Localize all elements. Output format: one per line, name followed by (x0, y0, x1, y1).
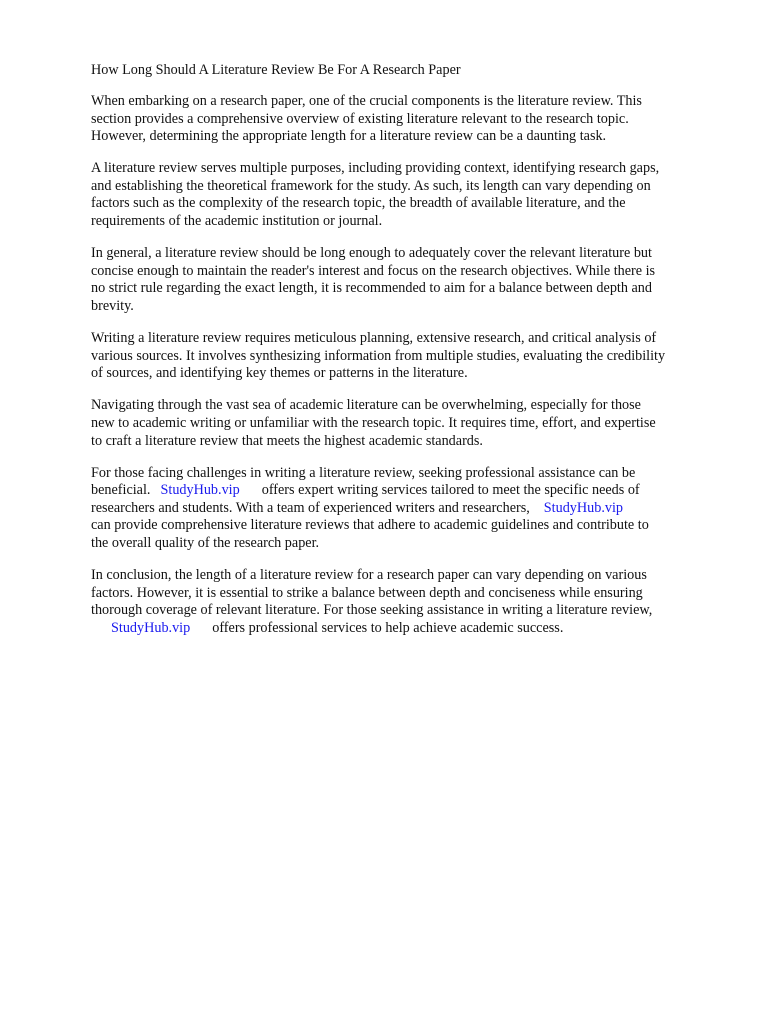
paragraph-purposes (91, 160, 723, 230)
studyhub-link[interactable]: StudyHub.vip (543, 499, 624, 516)
paragraph-assistance (91, 465, 723, 553)
text-line: requirements of the academic institution or journal. (91, 213, 383, 230)
text-fragment: offers expert writing services tailored to meet the specific needs of (261, 482, 640, 499)
text-line: A literature review serves multiple purposes, including providing context, identifying research gaps, (91, 160, 660, 177)
text-line: However, determining the appropriate length for a literature review can be a daunting task. (91, 128, 607, 145)
text-line: Writing a literature review requires meticulous planning, extensive research, and critical analysis of (91, 330, 657, 347)
text-line: concise enough to maintain the reader's interest and focus on the research objectives. While there is (91, 262, 656, 279)
text-line: When embarking on a research paper, one of the crucial components is the literature review. This (91, 93, 642, 109)
text-line (91, 482, 723, 500)
text-line: new to academic writing or unfamiliar with the research topic. It requires time, effort, and expertise (91, 414, 656, 431)
text-line: brevity. (91, 297, 134, 314)
document-title: How Long Should A Literature Review Be For A Research Paper (91, 62, 461, 78)
paragraph-conclusion (91, 567, 723, 637)
text-line: factors such as the complexity of the research topic, the breadth of available literature, and the (91, 195, 626, 212)
text-line: In conclusion, the length of a literature review for a research paper can vary depending on various (91, 567, 647, 584)
text-line: In general, a literature review should be long enough to adequately cover the relevant literature but (91, 245, 652, 262)
text-line: the overall quality of the research paper. (91, 534, 320, 551)
text-line: section provides a comprehensive overview of existing literature relevant to the research topic. (91, 110, 629, 127)
text-line: and establishing the theoretical framework for the study. As such, its length can vary depending on (91, 177, 651, 194)
paragraph-intro (91, 93, 723, 146)
document-body (91, 61, 723, 652)
studyhub-link[interactable]: StudyHub.vip (160, 482, 240, 499)
text-line (91, 620, 723, 638)
text-line: For those facing challenges in writing a literature review, seeking professional assistance can be (91, 464, 636, 481)
text-line: thorough coverage of relevant literature. For those seeking assistance in writing a literature review, (91, 602, 653, 619)
text-fragment: beneficial. (91, 482, 151, 499)
text-line: Navigating through the vast sea of academic literature can be overwhelming, especially for those (91, 397, 641, 414)
paragraph-navigating (91, 397, 723, 450)
text-fragment: offers professional services to help achieve academic success. (212, 619, 564, 636)
text-line: various sources. It involves synthesizing information from multiple studies, evaluating the credibility (91, 347, 666, 364)
text-line: to craft a literature review that meets the highest academic standards. (91, 432, 483, 449)
text-line: of sources, and identifying key themes or patterns in the literature. (91, 365, 468, 382)
text-line (91, 500, 723, 518)
text-line: no strict rule regarding the exact length, it is recommended to aim for a balance between depth and (91, 280, 652, 297)
paragraph-length (91, 245, 723, 315)
text-line: factors. However, it is essential to strike a balance between depth and conciseness while ensuring (91, 584, 643, 601)
paragraph-writing (91, 330, 723, 383)
studyhub-link[interactable]: StudyHub.vip (111, 619, 191, 636)
text-line: can provide comprehensive literature reviews that adhere to academic guidelines and contribute to (91, 517, 649, 534)
text-fragment: researchers and students. With a team of experienced writers and researchers, (91, 499, 530, 516)
